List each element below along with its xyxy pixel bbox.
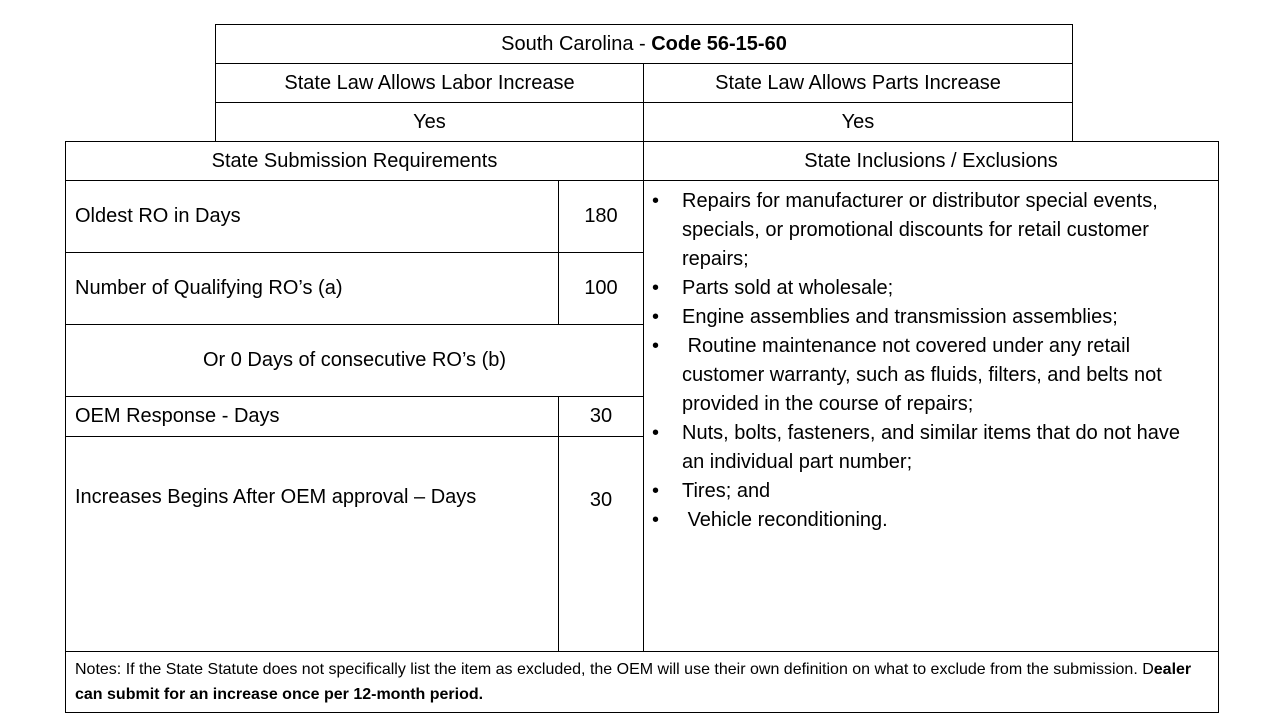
inclusion-item: • Engine assemblies and transmission assemblies; [652,306,1118,328]
parts-increase-value: Yes [841,110,875,133]
parts-increase-label: State Law Allows Parts Increase [715,71,1001,94]
inclusions-title: State Inclusions / Exclusions [804,149,1058,172]
qualifying-ro-label: Number of Qualifying RO’s (a) [75,277,343,299]
requirements-header [65,141,644,181]
notes-body: Notes: If the State Statute does not specifically list the item as excluded, the OEM will use their own definition on what to exclude from the submission. D [75,661,1154,678]
inclusion-item: • Vehicle reconditioning. [652,509,888,531]
oldest-ro-label-cell [65,180,559,253]
state-code-header [215,24,1073,64]
requirements-title: State Submission Requirements [211,149,498,172]
oldest-ro-label: Oldest RO in Days [75,205,241,227]
labor-increase-header [215,63,644,103]
inclusions-list [652,187,1197,535]
labor-increase-cell [215,102,644,142]
inclusion-item: • Nuts, bolts, fasteners, and similar items that do not have an individual part number; [652,422,1186,473]
notes-text [75,657,1200,707]
state-name: South Carolina - [501,32,652,55]
qualifying-ro-value-cell [558,252,644,325]
oldest-ro-value-cell [558,180,644,253]
increase-begins-value-cell [558,436,644,652]
labor-increase-label: State Law Allows Labor Increase [284,71,575,94]
oem-response-value-cell [558,396,644,437]
inclusion-item: • Routine maintenance not covered under any retail customer warranty, such as fluids, filters, and belts not provided in the course of repairs; [652,335,1168,415]
statute-code: Code 56-15-60 [651,32,787,55]
oem-response-label: OEM Response - Days [75,405,280,427]
inclusion-item: • Tires; and [652,480,771,502]
consecutive-ro-cell [65,324,644,397]
inclusion-item: • Parts sold at wholesale; [652,277,894,299]
consecutive-ro-label: Or 0 Days of consecutive RO’s (b) [202,349,507,371]
parts-increase-header [643,63,1073,103]
oem-response-label-cell [65,396,559,437]
increase-begins-label: Increases Begins After OEM approval – Days [75,486,477,508]
inclusions-header [643,141,1219,181]
oem-response-value: 30 [589,405,613,427]
labor-increase-value: Yes [413,110,446,133]
increase-begins-value: 30 [589,489,613,511]
qualifying-ro-label-cell [65,252,559,325]
notes-emphasis: ealer can submit for an increase once per 12-month period. [75,661,1192,703]
increase-begins-label-cell [65,436,559,652]
parts-increase-cell [643,102,1073,142]
oldest-ro-value: 180 [584,205,618,227]
qualifying-ro-value: 100 [584,277,618,299]
inclusion-item: • Repairs for manufacturer or distributor special events, specials, or promotional discounts for retail customer repairs; [652,190,1164,270]
